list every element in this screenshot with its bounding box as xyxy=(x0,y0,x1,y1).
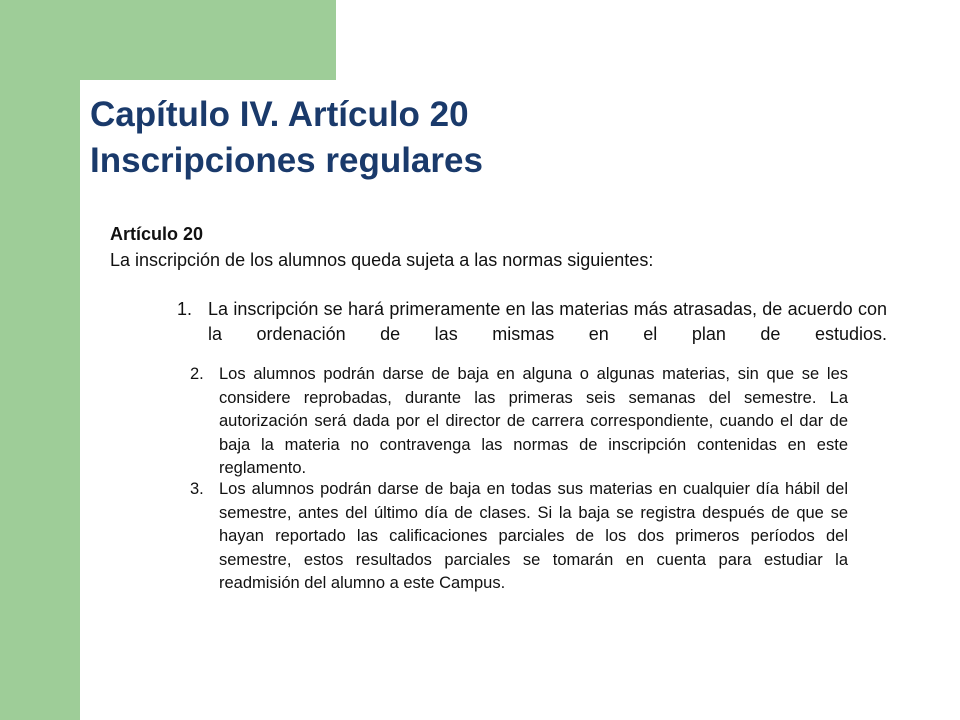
list-item-2 xyxy=(190,363,848,481)
top-green-band xyxy=(0,0,336,80)
list-item-3 xyxy=(190,478,848,596)
list-item-number: 3. xyxy=(190,480,204,498)
article-heading: Artículo 20 xyxy=(110,224,204,244)
slide-title-line-1: Capítulo IV. Artículo 20 xyxy=(90,95,469,134)
list-item-1 xyxy=(177,297,887,347)
list-item-text: Los alumnos podrán darse de baja en alguna o algunas materias, sin que se les considere reprobadas, durante las primeras seis semanas del semestre. La autorización será dada por el director de carrera correspondiente, cuando el dar de baja la materia no contravenga las normas de inscripción contenidas en este reglamento. xyxy=(219,365,848,477)
list-item-number: 1. xyxy=(177,299,193,319)
article-intro: La inscripción de los alumnos queda sujeta a las normas siguientes: xyxy=(110,250,654,270)
slide-title-line-2: Inscripciones regulares xyxy=(90,141,483,180)
list-item-number: 2. xyxy=(190,365,204,383)
slide-title xyxy=(90,92,483,184)
list-item-text: Los alumnos podrán darse de baja en todas sus materias en cualquier día hábil del semestre, antes del último día de clases. Si la baja se registra después de que se hayan reportado las calificaciones parciales de los dos primeros períodos del semestre, estos resultados parciales se tomarán en cuenta para estudiar la readmisión del alumno a este Campus. xyxy=(219,480,848,592)
list-item-text: La inscripción se hará primeramente en las materias más atrasadas, de acuerdo con la ordenación de las mismas en el plan de estudios. xyxy=(208,299,887,344)
left-green-bar xyxy=(0,0,80,720)
